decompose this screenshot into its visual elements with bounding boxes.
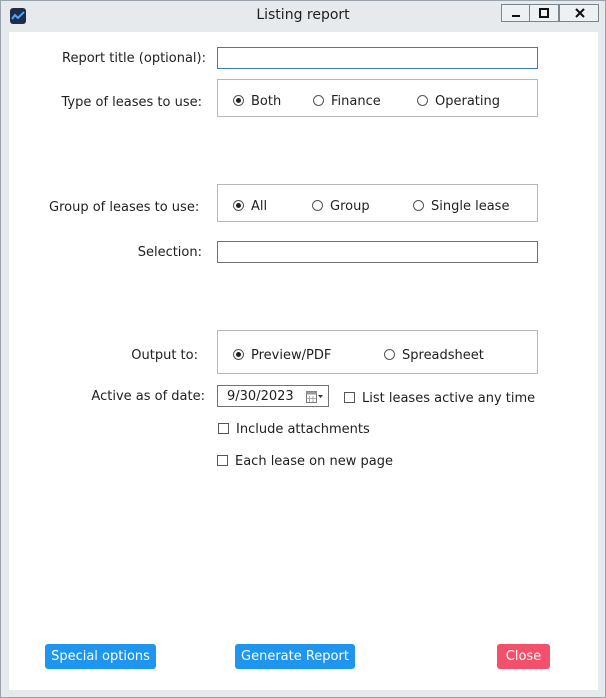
radio-unselected-icon — [417, 95, 428, 106]
radio-selected-icon — [233, 95, 244, 106]
radio-finance-label: Finance — [331, 94, 381, 109]
list-any-time-label: List leases active any time — [362, 391, 536, 406]
radio-group[interactable] — [312, 199, 370, 215]
report-title-input[interactable] — [217, 47, 538, 69]
close-button[interactable]: Close — [497, 644, 550, 669]
radio-unselected-icon — [313, 95, 324, 106]
maximize-button[interactable] — [529, 4, 559, 22]
radio-preview-pdf-label: Preview/PDF — [251, 348, 332, 363]
each-new-page-checkbox[interactable] — [217, 454, 393, 470]
output-label: Output to: — [131, 348, 198, 363]
radio-all-label: All — [251, 199, 268, 214]
radio-single-lease-label: Single lease — [431, 199, 510, 214]
dialog-content — [9, 32, 598, 690]
active-date-picker[interactable] — [217, 385, 329, 407]
minimize-button[interactable] — [501, 4, 531, 22]
radio-finance[interactable] — [313, 94, 381, 110]
title-bar[interactable] — [1, 1, 605, 31]
close-icon — [568, 7, 592, 19]
window-title: Listing report — [256, 7, 350, 23]
selection-input[interactable] — [217, 241, 538, 263]
active-date-label: Active as of date: — [91, 389, 205, 404]
lease-group-label: Group of leases to use: — [49, 200, 200, 215]
checkbox-unchecked-icon — [217, 455, 228, 466]
maximize-icon — [538, 7, 550, 19]
include-attachments-checkbox[interactable] — [218, 422, 370, 438]
each-new-page-label: Each lease on new page — [235, 454, 393, 469]
radio-spreadsheet[interactable] — [384, 348, 484, 364]
minimize-icon — [510, 7, 522, 19]
calendar-dropdown-icon[interactable] — [306, 391, 324, 403]
radio-operating-label: Operating — [435, 94, 500, 109]
radio-all[interactable] — [233, 199, 267, 215]
checkbox-unchecked-icon — [344, 392, 355, 403]
radio-unselected-icon — [413, 200, 424, 211]
active-date-value: 9/30/2023 — [227, 389, 294, 404]
radio-operating[interactable] — [417, 94, 500, 110]
radio-both[interactable] — [233, 94, 281, 110]
radio-preview-pdf[interactable] — [233, 348, 331, 364]
radio-single-lease[interactable] — [413, 199, 509, 215]
radio-selected-icon — [233, 349, 244, 360]
lease-type-label: Type of leases to use: — [61, 95, 202, 110]
radio-group-label: Group — [330, 199, 370, 214]
radio-selected-icon — [233, 200, 244, 211]
generate-report-button[interactable]: Generate Report — [235, 644, 355, 669]
radio-spreadsheet-label: Spreadsheet — [402, 348, 484, 363]
radio-unselected-icon — [384, 349, 395, 360]
selection-label: Selection: — [137, 245, 202, 260]
radio-both-label: Both — [251, 94, 282, 109]
close-window-button[interactable] — [559, 4, 599, 22]
radio-unselected-icon — [312, 200, 323, 211]
special-options-button[interactable]: Special options — [45, 644, 156, 669]
include-attachments-label: Include attachments — [236, 422, 370, 437]
list-any-time-checkbox[interactable] — [344, 391, 535, 407]
checkbox-unchecked-icon — [218, 423, 229, 434]
report-title-label: Report title (optional): — [62, 51, 206, 66]
